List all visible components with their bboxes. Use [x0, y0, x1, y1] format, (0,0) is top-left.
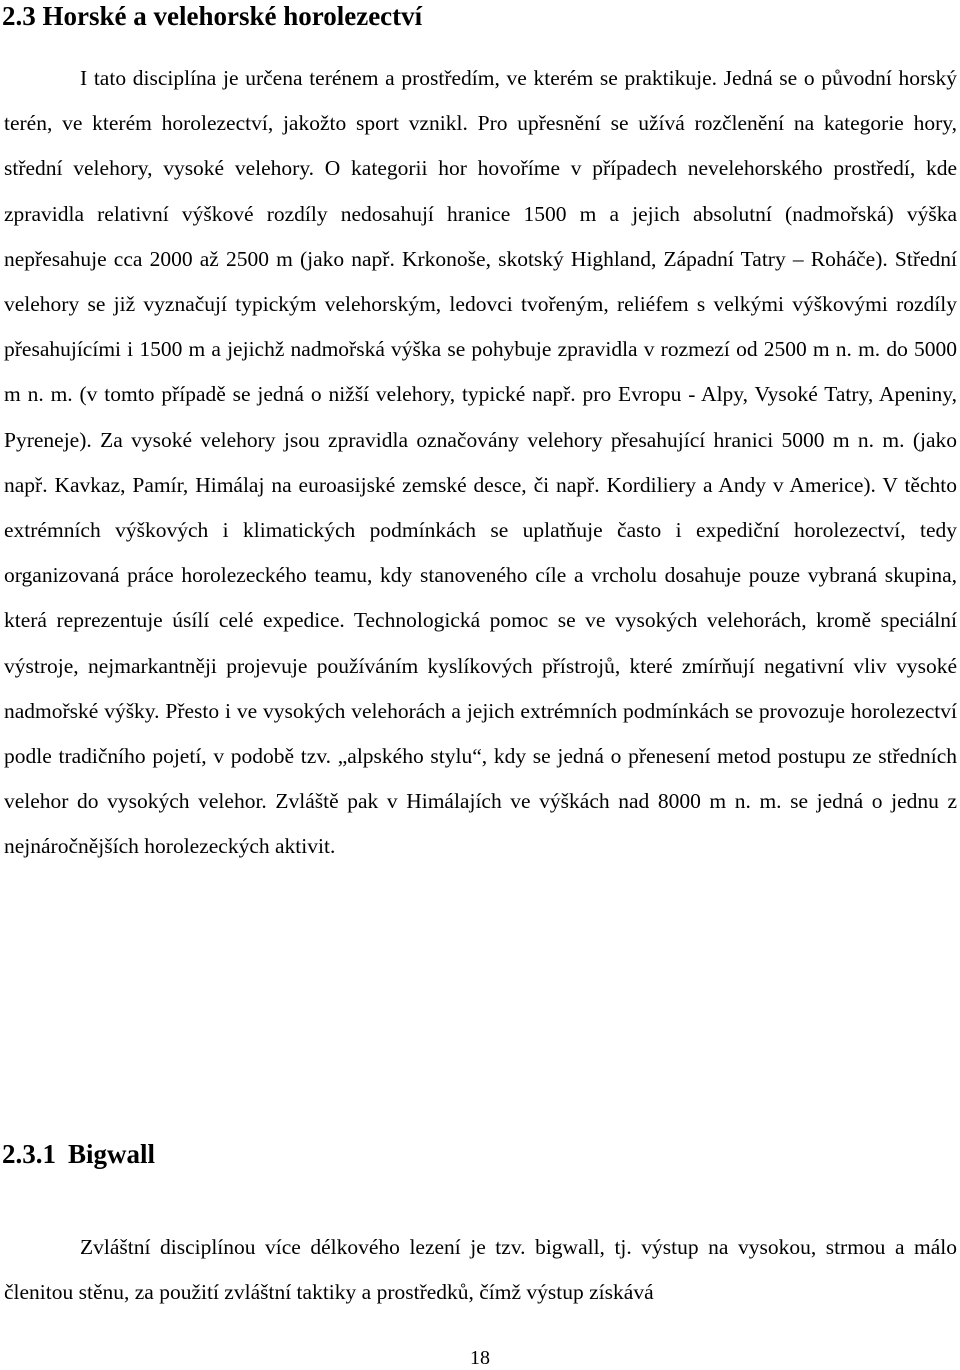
section-paragraph: I tato disciplína je určena terénem a prostředím, ve kterém se praktikuje. Jedná se o původní horský terén, ve kterém horolezectví, jakožto sport vznikl. Pro upřesnění se užívá rozčlenění na kategorie hory, střední velehory, vysoké velehory. O kategorii hor hovoříme v případech nevelehorského prostředí, kde zpravidla relativní výškové rozdíly nedosahují hranice 1500 m a jejich absolutní (nadmořská) výška nepřesahuje cca 2000 až 2500 m (jako např. Krkonoše, skotský Highland, Západní Tatry – Roháče). Střední velehory se již vyznačují typickým velehorským, ledovci tvořeným, reliéfem s velkými výškovými rozdíly přesahujícími i 1500 m a jejichž nadmořská výška se pohybuje zpravidla v rozmezí od 2500 m n. m. do 5000 m n. m. (v tomto případě se jedná o nižší velehory, typické např. pro Evropu - Alpy, Vysoké Tatry, Apeniny, Pyreneje). Za vysoké velehory jsou zpravidla označovány velehory přesahující hranici 5000 m n. m. (jako např. Kavkaz, Pamír, Himálaj na euroasijské zemské desce, či např. Kordiliery a Andy v Americe). V těchto extrémních výškových i klimatických podmínkách se uplatňuje často i expediční horolezectví, tedy organizovaná práce horolezeckého teamu, kdy stanoveného cíle a vrcholu dosahuje pouze vybraná skupina, která reprezentuje úsílí celé expedice. Technologická pomoc se ve vysokých velehorách, kromě speciální výstroje, nejmarkantněji projevuje používáním kyslíkových přístrojů, které zmírňují negativní vliv vysoké nadmořské výšky. Přesto i ve vysokých velehorách a jejich extrémních podmínkách se provozuje horolezectví podle tradičního pojetí, v podobě tzv. „alpského stylu“, kdy se jedná o přenesení metod postupu ze středních velehor do vysokých velehor. Zvláště pak v Himálajích ve výškách nad 8000 m n. m. se jedná o jednu z nejnáročnějších horolezeckých aktivit. [4, 66, 957, 859]
section-title: Horské a velehorské horolezectví [42, 1, 423, 31]
subsection-title: Bigwall [68, 1139, 156, 1169]
section-heading [2, 0, 422, 32]
subsection-number: 2.3.1 [2, 1139, 56, 1169]
subsection-paragraph: Zvláštní disciplínou více délkového lezení je tzv. bigwall, tj. výstup na vysokou, strmou a málo členitou stěnu, za použití zvláštní taktiky a prostředků, čímž výstup získává [4, 1235, 957, 1304]
subsection-heading [2, 1138, 155, 1170]
page-number: 18 [470, 1347, 490, 1369]
section-number: 2.3 [2, 1, 36, 31]
